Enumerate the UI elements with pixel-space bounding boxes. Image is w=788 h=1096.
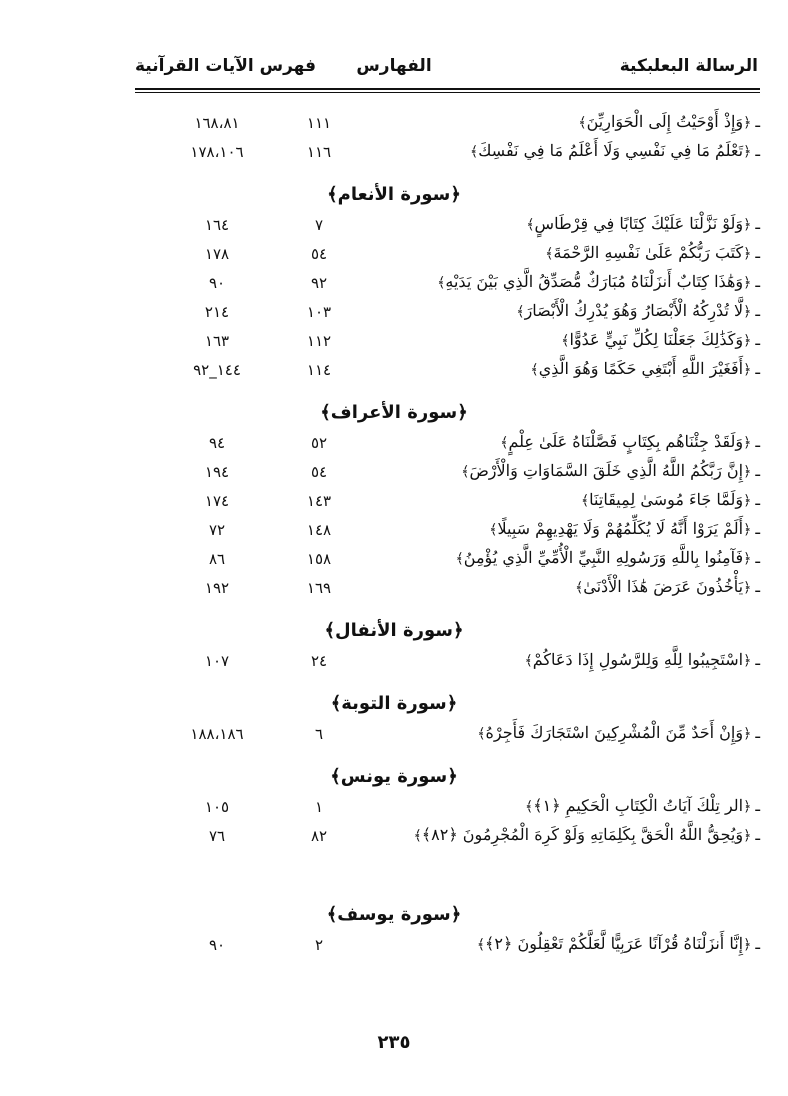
page-references: ١٦٨،٨١: [194, 114, 240, 132]
verse-row: [0, 241, 788, 270]
ornate-bracket-open: ﴾: [320, 402, 331, 423]
verse-text: يَأْخُذُونَ عَرَضَ هَٰذَا الْأَدْنَىٰ: [583, 577, 744, 596]
page-references: ١٤٤_٩٢: [193, 361, 241, 379]
surah-heading: [0, 888, 788, 932]
verse-bracket-open: ﴿: [743, 464, 752, 480]
page-references: ٩٠: [208, 936, 226, 954]
surah-title: [327, 176, 461, 205]
verse-row: [0, 270, 788, 299]
surah-name: سورة الأنفال: [335, 620, 453, 641]
ornate-bracket-open: ﴾: [330, 693, 342, 714]
ayah-number: ٥٢: [310, 434, 328, 452]
surah-heading: [0, 604, 788, 648]
ayah-number: ٢٤: [310, 652, 328, 670]
ayah-number: ٢: [314, 936, 324, 954]
header-rule-thick: [135, 88, 760, 90]
verse-bracket-close: ﴾: [477, 726, 486, 742]
verse-row: [0, 357, 788, 386]
ayah-number: ١٦٩: [306, 579, 332, 597]
surah-name: سورة الأنعام: [337, 184, 451, 205]
verse-bracket-close: ﴾: [580, 493, 590, 509]
ornate-bracket-close: ﴿: [457, 402, 468, 423]
page-references: ١٧٤: [204, 492, 230, 510]
verse-row: [0, 139, 788, 168]
verse-text: وَلَقَدْ جِئْنَاهُم بِكِتَابٍ فَصَّلْنَاهُ عَلَىٰ عِلْمٍ: [508, 432, 744, 451]
verse-bracket-open: ﴿: [743, 115, 752, 131]
surah-name: سورة التوبة: [341, 693, 447, 714]
verse-bracket-open: ﴿: [743, 653, 752, 669]
surah-heading: [0, 386, 788, 430]
verse-text-cell: [575, 577, 760, 596]
surah-title: [326, 896, 462, 925]
verse-text-cell: [581, 490, 760, 509]
list-dash: ـ: [755, 359, 760, 378]
ayah-number: ٦: [314, 725, 324, 743]
ayah-number: ٩٢: [310, 274, 328, 292]
verse-bracket-open: ﴿: [743, 726, 752, 742]
verse-text-cell: [525, 650, 760, 669]
verse-bracket-close: ﴾: [437, 275, 446, 291]
verse-bracket-open: ﴿: [743, 144, 752, 160]
page-references: ٧٦: [208, 827, 226, 845]
list-dash: ـ: [755, 330, 760, 349]
verse-bracket-open: ﴿: [743, 217, 752, 233]
list-dash: ـ: [755, 461, 760, 480]
ornate-bracket-close: ﴿: [450, 184, 461, 205]
page-references: ٨٦: [208, 550, 226, 568]
verse-bracket-open: ﴿: [743, 799, 752, 815]
verse-text: وَلَوْ نَزَّلْنَا عَلَيْكَ كِتَابًا فِي قِرْطَاسٍ: [534, 214, 744, 233]
verse-text-cell: [477, 934, 760, 953]
list-dash: ـ: [755, 490, 760, 509]
verse-row: [0, 794, 788, 823]
page-references: ١٩٤: [204, 463, 230, 481]
verse-text: إِنَّا أَنزَلْنَاهُ قُرْآنًا عَرَبِيًّا لَّعَلَّكُمْ تَعْقِلُونَ ﴿٢﴾: [485, 934, 744, 953]
verse-bracket-open: ﴿: [743, 493, 752, 509]
index-title: فهرس الآيات القرآنية: [135, 56, 317, 76]
surah-title: [324, 612, 464, 641]
page-references: ١٦٣: [204, 332, 230, 350]
verse-bracket-close: ﴾: [575, 580, 584, 596]
header-rule-thin: [135, 92, 760, 93]
page-references: ٧٢: [208, 521, 226, 539]
verse-bracket-close: ﴾: [500, 435, 509, 451]
verse-text: تَعْلَمُ مَا فِي نَفْسِي وَلَا أَعْلَمُ مَا فِي نَفْسِكَ: [478, 141, 744, 160]
verse-text: وَإِنْ أَحَدٌ مِّنَ الْمُشْرِكِينَ اسْتَجَارَكَ فَأَجِرْهُ: [485, 723, 744, 742]
verse-text-cell: [545, 243, 760, 262]
verse-bracket-close: ﴾: [476, 937, 486, 953]
verse-text-cell: [461, 461, 760, 480]
verse-row: [0, 575, 788, 604]
surah-heading: [0, 677, 788, 721]
verse-bracket-open: ﴿: [743, 580, 752, 596]
verse-bracket-open: ﴿: [743, 937, 752, 953]
verse-index: [0, 110, 788, 961]
verse-text-cell: [456, 548, 760, 567]
surah-title: [330, 685, 458, 714]
verse-text-cell: [414, 825, 760, 844]
verse-text-cell: [500, 432, 760, 451]
verse-bracket-close: ﴾: [455, 551, 464, 567]
verse-row: [0, 932, 788, 961]
verse-text: وَيُحِقُّ اللَّهُ الْحَقَّ بِكَلِمَاتِهِ وَلَوْ كَرِهَ الْمُجْرِمُونَ ﴿٨٢﴾: [421, 825, 744, 844]
verse-text-cell: [578, 112, 760, 131]
verse-bracket-close: ﴾: [413, 828, 422, 844]
page-header: [0, 56, 788, 86]
ornate-bracket-open: ﴾: [324, 620, 336, 641]
surah-title: [320, 394, 468, 423]
verse-text: وَإِذْ أَوْحَيْتُ إِلَى الْحَوَارِيِّنَ: [586, 112, 744, 131]
surah-name: سورة الأعراف: [330, 402, 458, 423]
verse-text-cell: [489, 519, 760, 538]
list-dash: ـ: [755, 825, 760, 844]
verse-row: [0, 299, 788, 328]
page-references: ١٠٧: [204, 652, 230, 670]
list-dash: ـ: [755, 519, 760, 538]
page-references: ١٨٨،١٨٦: [190, 725, 244, 743]
verse-bracket-close: ﴾: [469, 144, 479, 160]
ornate-bracket-close: ﴿: [450, 904, 462, 925]
verse-row: [0, 328, 788, 357]
verse-bracket-open: ﴿: [743, 362, 752, 378]
verse-text-cell: [477, 723, 760, 742]
verse-text: لَّا تُدْرِكُهُ الْأَبْصَارُ وَهُوَ يُدْرِكُ الْأَبْصَارَ: [524, 301, 744, 320]
verse-bracket-open: ﴿: [743, 551, 752, 567]
verse-text-cell: [437, 272, 760, 291]
verse-text: اسْتَجِيبُوا لِلَّهِ وَلِلرَّسُولِ إِذَا دَعَاكُمْ: [532, 650, 744, 669]
verse-row: [0, 721, 788, 750]
surah-name: سورة يوسف: [337, 904, 451, 925]
verse-bracket-open: ﴿: [743, 304, 752, 320]
verse-text-cell: [470, 141, 760, 160]
verse-bracket-open: ﴿: [743, 435, 752, 451]
list-dash: ـ: [755, 796, 760, 815]
verse-bracket-close: ﴾: [461, 464, 470, 480]
ayah-number: ١١٢: [306, 332, 332, 350]
verse-text: إِنَّ رَبَّكُمُ اللَّهُ الَّذِي خَلَقَ السَّمَاوَاتِ وَالْأَرْضَ: [469, 461, 744, 480]
ornate-bracket-open: ﴾: [327, 184, 338, 205]
ayah-number: ١١١: [306, 114, 332, 132]
ayah-number: ٥٤: [310, 245, 328, 263]
ayah-number: ١: [314, 798, 324, 816]
list-dash: ـ: [755, 650, 760, 669]
page-number: ٢٣٥: [377, 1032, 411, 1053]
book-title: الرسالة البعلبكية: [619, 56, 758, 76]
ayah-number: ١٤٨: [306, 521, 332, 539]
verse-text: الر تِلْكَ آيَاتُ الْكِتَابِ الْحَكِيمِ ﴿١﴾: [533, 796, 744, 815]
surah-heading: [0, 750, 788, 794]
page-references: ١٦٤: [204, 216, 230, 234]
verse-bracket-open: ﴿: [743, 828, 752, 844]
list-dash: ـ: [755, 432, 760, 451]
ayah-number: ١١٤: [306, 361, 332, 379]
surah-heading: [0, 168, 788, 212]
list-dash: ـ: [755, 723, 760, 742]
verse-bracket-close: ﴾: [516, 304, 525, 320]
list-dash: ـ: [755, 934, 760, 953]
page-references: ١٩٢: [204, 579, 230, 597]
verse-bracket-close: ﴾: [525, 799, 534, 815]
ornate-bracket-open: ﴾: [326, 904, 338, 925]
verse-bracket-close: ﴾: [526, 217, 535, 233]
ornate-bracket-close: ﴿: [446, 693, 458, 714]
verse-text-cell: [526, 214, 760, 233]
verse-text-cell: [531, 359, 761, 378]
verse-row: [0, 430, 788, 459]
verse-bracket-open: ﴿: [743, 522, 752, 538]
ornate-bracket-open: ﴾: [330, 766, 341, 787]
surah-name: سورة يونس: [340, 766, 448, 787]
page-references: ٢١٤: [204, 303, 230, 321]
verse-text-cell: [525, 796, 760, 815]
ayah-number: ١٤٣: [306, 492, 332, 510]
verse-text: وَكَذَٰلِكَ جَعَلْنَا لِكُلِّ نَبِيٍّ عَدُوًّا: [569, 330, 744, 349]
verse-row: [0, 212, 788, 241]
verse-bracket-close: ﴾: [578, 115, 587, 131]
list-dash: ـ: [755, 548, 760, 567]
verse-text-cell: [516, 301, 760, 320]
list-dash: ـ: [755, 214, 760, 233]
verse-bracket-close: ﴾: [545, 246, 554, 262]
verse-text: وَهَٰذَا كِتَابٌ أَنزَلْنَاهُ مُبَارَكٌ مُّصَدِّقُ الَّذِي بَيْنَ يَدَيْهِ: [445, 272, 744, 291]
list-dash: ـ: [755, 577, 760, 596]
verse-bracket-close: ﴾: [524, 653, 533, 669]
verse-text: فَآمِنُوا بِاللَّهِ وَرَسُولِهِ النَّبِيِّ الْأُمِّيِّ الَّذِي يُؤْمِنُ: [463, 548, 744, 567]
verse-bracket-open: ﴿: [743, 333, 752, 349]
page-references: ١٧٨: [204, 245, 230, 263]
page-references: ١٧٨،١٠٦: [190, 143, 244, 161]
page-references: ٩٠: [208, 274, 226, 292]
verse-text-cell: [561, 330, 760, 349]
ayah-number: ٥٤: [310, 463, 328, 481]
verse-bracket-close: ﴾: [561, 333, 570, 349]
ayah-number: ١٠٣: [306, 303, 332, 321]
list-dash: ـ: [755, 141, 760, 160]
verse-text: أَلَمْ يَرَوْا أَنَّهُ لَا يُكَلِّمُهُمْ وَلَا يَهْدِيهِمْ سَبِيلًا: [497, 519, 744, 538]
page-references: ١٠٥: [204, 798, 230, 816]
verse-row: [0, 459, 788, 488]
verse-bracket-open: ﴿: [743, 275, 752, 291]
ayah-number: ٧: [314, 216, 324, 234]
ayah-number: ١٥٨: [306, 550, 332, 568]
verse-row: [0, 648, 788, 677]
verse-text: كَتَبَ رَبُّكُمْ عَلَىٰ نَفْسِهِ الرَّحْمَةَ: [553, 243, 744, 262]
verse-bracket-close: ﴾: [489, 522, 498, 538]
verse-bracket-open: ﴿: [743, 246, 752, 262]
list-dash: ـ: [755, 301, 760, 320]
verse-row: [0, 110, 788, 139]
surah-title: [330, 758, 458, 787]
section-title: الفهارس: [356, 56, 432, 76]
ornate-bracket-close: ﴿: [452, 620, 464, 641]
verse-row: [0, 517, 788, 546]
page-references: ٩٤: [208, 434, 226, 452]
verse-row: [0, 546, 788, 575]
list-dash: ـ: [755, 112, 760, 131]
verse-text: وَلَمَّا جَاءَ مُوسَىٰ لِمِيقَاتِنَا: [589, 490, 744, 509]
ayah-number: ١١٦: [306, 143, 332, 161]
spacer: [0, 852, 788, 888]
verse-row: [0, 823, 788, 852]
list-dash: ـ: [755, 243, 760, 262]
verse-text: أَفَغَيْرَ اللَّهِ أَبْتَغِي حَكَمًا وَهُوَ الَّذِي: [538, 359, 744, 378]
verse-bracket-close: ﴾: [530, 362, 539, 378]
ayah-number: ٨٢: [310, 827, 328, 845]
list-dash: ـ: [755, 272, 760, 291]
ornate-bracket-close: ﴿: [447, 766, 458, 787]
verse-row: [0, 488, 788, 517]
